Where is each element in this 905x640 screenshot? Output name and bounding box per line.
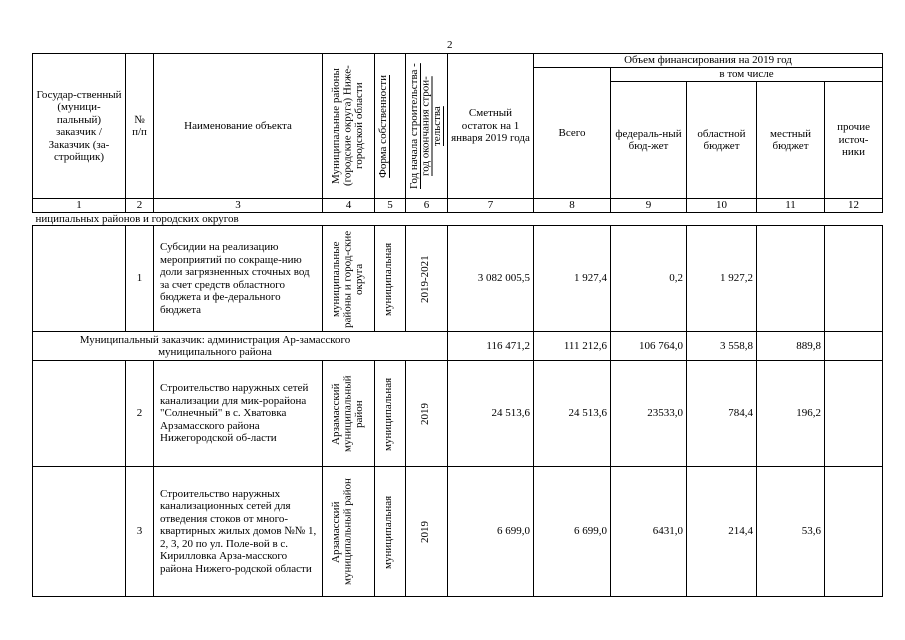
- row-customer: [33, 361, 126, 467]
- row-customer: [33, 226, 126, 332]
- subtotal-regional: 3 558,8: [687, 332, 757, 361]
- row-balance: 24 513,6: [448, 361, 534, 467]
- header-balance: Сметный остаток на 1 января 2019 года: [448, 54, 534, 199]
- header-federal: федераль-ный бюд-жет: [611, 82, 687, 199]
- row-object-name: Субсидии на реализацию мероприятий по сокраще-нию доли загрязненных сточных вод за счет средств областного бюджета и фе-дерального бюджета: [154, 226, 323, 332]
- subtotal-balance: 116 471,2: [448, 332, 534, 361]
- row-ownership: муниципальная: [375, 467, 406, 597]
- subtotal-local: 889,8: [757, 332, 825, 361]
- row-regional: 214,4: [687, 467, 757, 597]
- row-years: 2019: [406, 361, 448, 467]
- row-years: 2019-2021: [406, 226, 448, 332]
- header-years: Год начала строительства - год окончания строи-тельства: [406, 54, 448, 199]
- row-district: Арзамасский муниципальный район: [323, 467, 375, 597]
- col-number: 11: [757, 199, 825, 213]
- row-other: [825, 361, 883, 467]
- table-row: [33, 361, 883, 467]
- row-total: 6 699,0: [534, 467, 611, 597]
- row-local: [757, 226, 825, 332]
- row-num: 2: [126, 361, 154, 467]
- row-total: 1 927,4: [534, 226, 611, 332]
- col-number: 1: [33, 199, 126, 213]
- subtotal-label: Муниципальный заказчик: администрация Ар-замасского муниципального района: [33, 332, 448, 361]
- header-financing: Объем финансирования на 2019 год: [534, 54, 883, 68]
- row-district: Арзамасский муниципальный район: [323, 361, 375, 467]
- row-ownership: муниципальная: [375, 361, 406, 467]
- row-balance: 3 082 005,5: [448, 226, 534, 332]
- row-object-name: Строительство наружных сетей канализации для мик-рорайона "Солнечный" в с. Хватовка Арзамасского района Нижегородской об-ласти: [154, 361, 323, 467]
- col-number: 12: [825, 199, 883, 213]
- row-ownership: муниципальная: [375, 226, 406, 332]
- col-number: 6: [406, 199, 448, 213]
- row-local: 53,6: [757, 467, 825, 597]
- header-total: Всего: [534, 68, 611, 199]
- subtotal-total: 111 212,6: [534, 332, 611, 361]
- header-ownership: Форма собственности: [375, 54, 406, 199]
- col-number: 2: [126, 199, 154, 213]
- row-num: 3: [126, 467, 154, 597]
- table-row: [33, 226, 883, 332]
- section-row: [33, 212, 883, 226]
- header-customer: Государ-ственный (муници-пальный) заказчик / Заказчик (за-стройщик): [33, 54, 126, 199]
- row-other: [825, 226, 883, 332]
- column-numbers-row: [33, 199, 883, 213]
- col-number: 4: [323, 199, 375, 213]
- page-number: 2: [447, 39, 453, 51]
- row-customer: [33, 467, 126, 597]
- subtotal-row: [33, 332, 883, 361]
- subtotal-federal: 106 764,0: [611, 332, 687, 361]
- header-local: местный бюджет: [757, 82, 825, 199]
- col-number: 8: [534, 199, 611, 213]
- table-row: [33, 467, 883, 597]
- row-total: 24 513,6: [534, 361, 611, 467]
- row-regional: 784,4: [687, 361, 757, 467]
- row-local: 196,2: [757, 361, 825, 467]
- header-including: в том числе: [611, 68, 883, 82]
- header-num: № п/п: [126, 54, 154, 199]
- subtotal-other: [825, 332, 883, 361]
- row-balance: 6 699,0: [448, 467, 534, 597]
- col-number: 7: [448, 199, 534, 213]
- row-years: 2019: [406, 467, 448, 597]
- section-title: ниципальных районов и городских округов: [33, 212, 883, 226]
- financing-table: [32, 53, 883, 597]
- header-districts: Муниципальные районы (городские округа) Ниже-городской области: [323, 54, 375, 199]
- row-district: муниципальные районы и город-ские округа: [323, 226, 375, 332]
- row-num: 1: [126, 226, 154, 332]
- row-other: [825, 467, 883, 597]
- row-federal: 6431,0: [611, 467, 687, 597]
- row-object-name: Строительство наружных канализационных сетей для отведения стоков от много-квартирных жилых домов №№ 1, 2, 3, 20 по ул. Поле-вой в с. Кирилловка Арза-масского района Нижего-родской области: [154, 467, 323, 597]
- col-number: 5: [375, 199, 406, 213]
- row-federal: 0,2: [611, 226, 687, 332]
- header-object-name: Наименование объекта: [154, 54, 323, 199]
- header-other: прочие источ-ники: [825, 82, 883, 199]
- row-federal: 23533,0: [611, 361, 687, 467]
- col-number: 3: [154, 199, 323, 213]
- col-number: 10: [687, 199, 757, 213]
- row-regional: 1 927,2: [687, 226, 757, 332]
- col-number: 9: [611, 199, 687, 213]
- header-regional: областной бюджет: [687, 82, 757, 199]
